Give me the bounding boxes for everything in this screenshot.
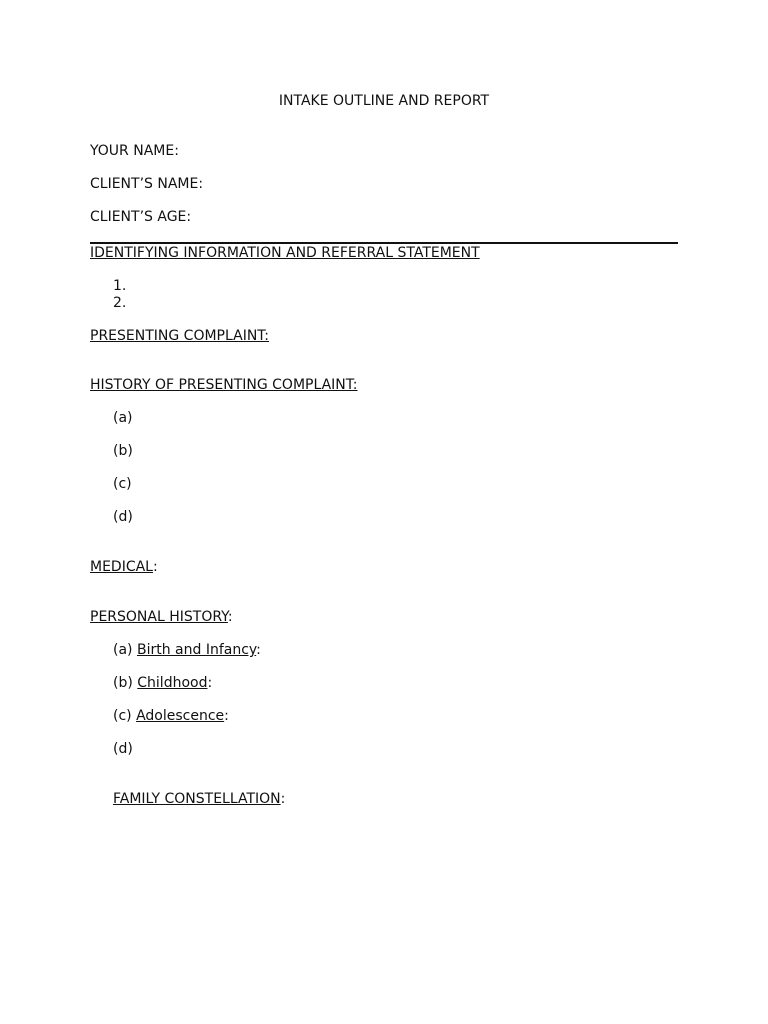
history-heading: HISTORY OF PRESENTING COMPLAINT: [90, 377, 358, 393]
personal-item-b-marker: (b) [113, 675, 133, 691]
personal-item-b-suffix: : [207, 675, 213, 691]
document-title: INTAKE OUTLINE AND REPORT [278, 93, 490, 109]
personal-item-d-marker: (d) [113, 741, 133, 757]
personal-item-d [113, 741, 133, 758]
personal-item-c-suffix: : [224, 708, 229, 724]
clients-name-label: CLIENT’S NAME: [90, 176, 204, 192]
family-constellation-heading: FAMILY CONSTELLATION [113, 791, 281, 807]
clients-age-label: CLIENT’S AGE: [90, 209, 192, 225]
your-name-label: YOUR NAME: [90, 143, 179, 159]
presenting-complaint-heading: PRESENTING COMPLAINT: [90, 328, 270, 344]
adolescence-label: Adolescence [136, 708, 225, 724]
medical-heading: MEDICAL [90, 559, 153, 575]
personal-item-a [113, 642, 261, 659]
family-constellation-line [113, 791, 285, 808]
history-item-d: (d) [113, 509, 133, 525]
history-item-a: (a) [113, 410, 133, 426]
horizontal-rule [90, 242, 678, 244]
history-item-c: (c) [113, 476, 132, 492]
personal-item-c [113, 708, 229, 725]
personal-item-a-marker: (a) [113, 642, 133, 658]
personal-item-a-suffix: : [256, 642, 261, 658]
medical-suffix: : [153, 559, 158, 575]
personal-item-c-marker: (c) [113, 708, 132, 724]
childhood-label: Childhood [137, 675, 208, 691]
personal-item-b [113, 675, 212, 692]
medical-line [90, 559, 158, 576]
personal-history-line [90, 609, 233, 626]
personal-history-suffix: : [227, 609, 233, 625]
identifying-item-1: 1. [113, 278, 127, 294]
personal-history-heading: PERSONAL HISTORY [90, 609, 228, 625]
identifying-item-2: 2. [113, 295, 127, 311]
birth-infancy-label: Birth and Infancy [136, 642, 257, 658]
history-item-b: (b) [113, 443, 133, 459]
family-constellation-suffix: : [280, 791, 286, 807]
identifying-heading: IDENTIFYING INFORMATION AND REFERRAL STATEMENT [90, 245, 480, 261]
